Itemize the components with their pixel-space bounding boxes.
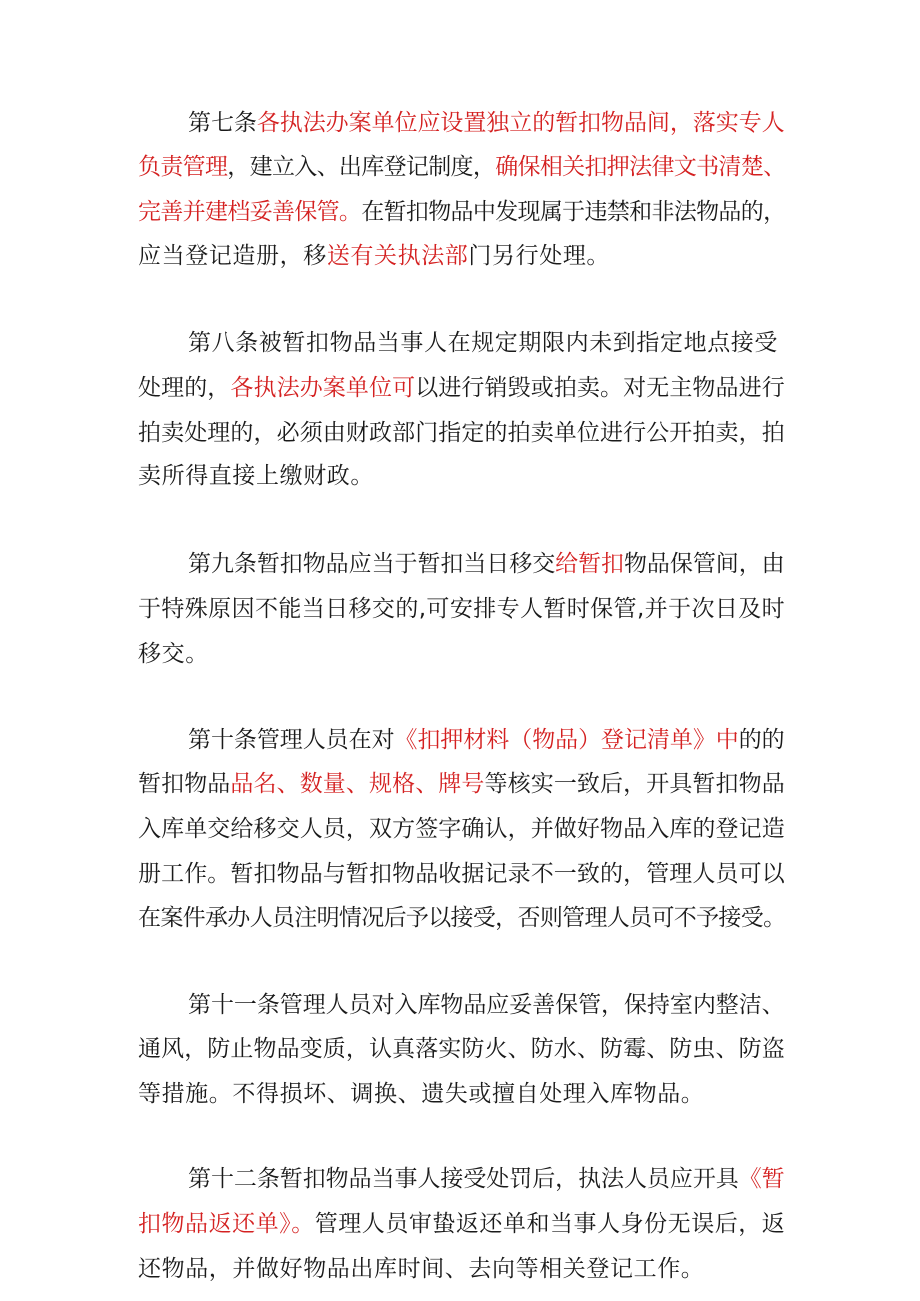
body-text: 册工作。暂扣物品与暂扣物品收据记录不一致的，管理人员可以 — [138, 860, 785, 887]
body-text: 暂扣物品 — [138, 771, 231, 798]
highlighted-text: 给暂扣 — [555, 551, 624, 577]
body-text: 第十二条暂扣物品当事人接受处罚后，执法人员应开具 — [188, 1166, 739, 1193]
body-text: 在暂扣物品中发现属于违禁和非法物品的， — [361, 198, 786, 225]
body-text: 管理人员审蛰返还单和当事人身份无误后，返 — [314, 1211, 786, 1238]
article-line — [138, 770, 785, 798]
article-line — [188, 329, 778, 357]
article-line — [138, 595, 785, 623]
article-line — [138, 1035, 785, 1063]
body-text: 第十条管理人员在对 — [188, 727, 395, 754]
body-text: 第七条 — [188, 110, 257, 136]
article-line — [138, 153, 785, 181]
article-line — [138, 198, 785, 226]
article-line — [138, 419, 785, 447]
highlighted-text: 《暂 — [738, 1166, 785, 1193]
highlighted-text: 扣物品返还单》。 — [138, 1211, 315, 1238]
article-line — [138, 374, 785, 402]
article-line — [188, 1165, 785, 1193]
highlighted-text: 各执法办案单位可 — [230, 374, 416, 401]
article-line — [138, 860, 785, 888]
article-line — [138, 815, 785, 843]
body-text: 等核实一致后，开具暂扣物品 — [484, 771, 785, 798]
body-text: 应当登记造册，移 — [138, 243, 327, 270]
body-text: 门另行处理。 — [468, 243, 611, 270]
body-text: 于特殊原因不能当日移交的,可安排专人暂时保管,并于次日及时 — [138, 595, 786, 622]
article-line — [138, 1255, 704, 1283]
article-line — [138, 1210, 785, 1238]
body-text: 在案件承办人员注明情况后予以接受，否则管理人员可不予接受。 — [138, 905, 786, 932]
body-text: 第十一条管理人员对入库物品应妥善保管，保持室内整洁、 — [188, 992, 785, 1019]
body-text: 拍卖处理的，必须由财政部门指定的拍卖单位进行公开拍卖，拍 — [138, 419, 785, 446]
body-text: 入库单交给移交人员，双方签字确认，并做好物品入库的登记造 — [138, 815, 785, 842]
article-line — [188, 550, 785, 578]
article-line — [138, 242, 610, 270]
article-line — [138, 904, 785, 932]
body-text: 物品保管间，由 — [623, 551, 785, 577]
body-text: 移交。 — [138, 640, 209, 667]
article-line — [188, 991, 785, 1019]
body-text: 通风，防止物品变质，认真落实防火、防水、防霉、防虫、防盗 — [138, 1035, 785, 1062]
highlighted-text: 《扣押材料（物品）登记清单》中 — [394, 727, 739, 754]
body-text: 还物品，并做好物品出库时间、去向等相关登记工作。 — [138, 1255, 705, 1282]
body-text: 以进行销毁或拍卖。对无主物品进行 — [415, 374, 785, 401]
body-text: ，建立入、出库登记制度， — [227, 153, 496, 180]
body-text: 等措施。不得损坏、调换、遗失或擅自处理入库物品。 — [138, 1080, 705, 1107]
highlighted-text: 完善并建档妥善保管。 — [138, 198, 362, 225]
article-line — [138, 462, 374, 490]
article-line — [188, 109, 785, 137]
highlighted-text: 负责管理 — [138, 153, 228, 180]
body-text: 的的 — [738, 727, 785, 754]
body-text: 第八条被暂扣物品当事人在规定期限内未到指定地点接受 — [188, 330, 778, 357]
highlighted-text: 确保相关扣押法律文书清楚、 — [495, 153, 786, 180]
highlighted-text: 送有关执法部 — [326, 243, 469, 270]
body-text: 处理的， — [138, 374, 231, 401]
body-text: 卖所得直接上缴财政。 — [138, 463, 374, 490]
highlighted-text: 品名、数量、规格、牌号 — [230, 771, 485, 798]
highlighted-text: 各执法办案单位应设置独立的暂扣物品间，落实专人 — [256, 110, 785, 136]
body-text: 第九条暂扣物品应当于暂扣当日移交 — [188, 551, 556, 577]
article-line — [138, 1080, 704, 1108]
article-line — [188, 726, 785, 754]
article-line — [138, 640, 209, 668]
